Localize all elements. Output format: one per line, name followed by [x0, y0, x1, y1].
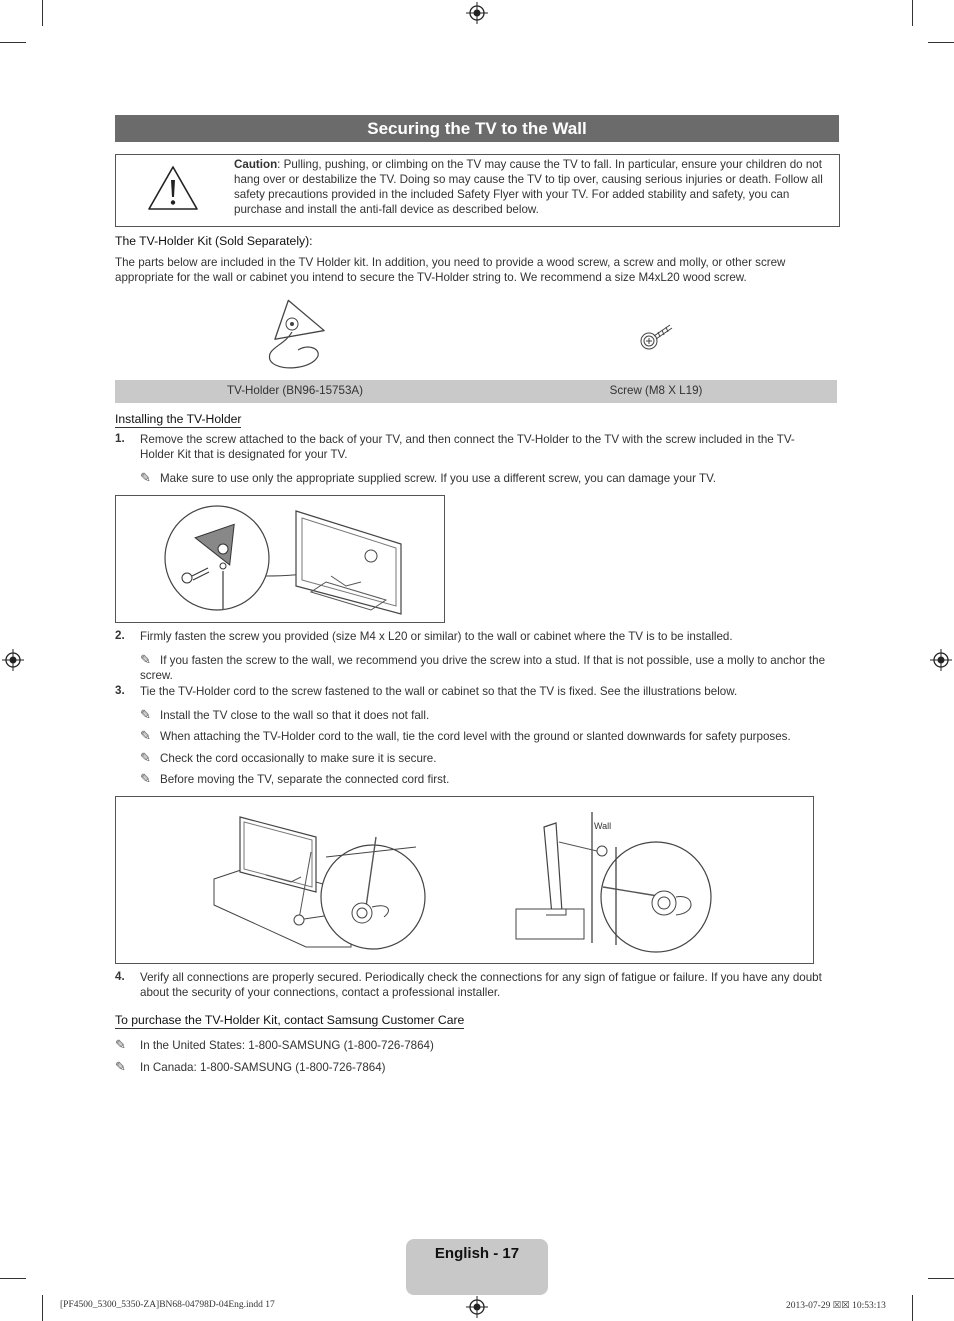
step-note [140, 707, 840, 723]
pencil-note-icon: ✎ [140, 470, 151, 485]
install-heading-text: Installing the TV-Holder [115, 412, 242, 426]
step-text: Remove the screw attached to the back of your TV, and then connect the TV-Holder to the TV with the screw included in the TV-Holder Kit that is designated for your TV. [140, 433, 795, 461]
kit-description: The parts below are included in the TV Holder kit. In addition, you need to provide a wood screw, a screw and molly, or other screw appropriate for the wall or cabinet you intend to secure the TV-Holder string to. We recommend a size M4xL20 wood screw. [115, 256, 786, 284]
caution-label: Caution [234, 158, 278, 171]
figure-attach-holder [115, 495, 445, 623]
step-note [140, 470, 830, 486]
registration-mark-icon [2, 649, 24, 671]
note-text: If you fasten the screw to the wall, we recommend you drive the screw into a stud. If that is not possible, use a molly to anchor the screw. [140, 654, 826, 682]
step-text: Tie the TV-Holder cord to the screw fastened to the wall or cabinet so that the TV is fixed. See the illustrations below. [140, 685, 738, 698]
pencil-note-icon: ✎ [140, 652, 151, 667]
tv-holder-part-image [262, 296, 328, 372]
purchase-note-canada [115, 1059, 715, 1075]
step-text: Verify all connections are properly secured. Periodically check the connections for any sign of fatigue or failure. If you have any doubt about the security of your connections, contact a professional installer. [140, 971, 822, 999]
pencil-note-icon: ✎ [140, 771, 151, 786]
timestamp-slug: 2013-07-29 ☒☒ 10:53:13 [786, 1301, 886, 1311]
caution-text [234, 157, 834, 217]
crop-mark [0, 1278, 26, 1279]
purchase-heading [115, 1013, 464, 1027]
wall-label: Wall [594, 821, 612, 831]
pencil-note-icon: ✎ [115, 1037, 126, 1052]
pencil-note-icon: ✎ [140, 750, 151, 765]
step-note [140, 771, 840, 787]
pencil-note-icon: ✎ [140, 728, 151, 743]
registration-mark-icon [930, 649, 952, 671]
warning-triangle-icon [146, 164, 200, 212]
caution-box [115, 154, 840, 227]
note-text: Before moving the TV, separate the connected cord first. [160, 773, 450, 786]
crop-mark [912, 0, 913, 26]
pencil-note-icon: ✎ [140, 707, 151, 722]
attach-holder-illustration [116, 496, 444, 622]
step-number: 3. [115, 684, 125, 697]
screw-part-image [638, 320, 676, 352]
parts-caption-bar [115, 380, 837, 403]
registration-mark-icon [466, 2, 488, 24]
note-text: Make sure to use only the appropriate supplied screw. If you use a different screw, you can damage your TV. [160, 472, 716, 485]
crop-mark [42, 0, 43, 26]
figure-tie-cord [115, 796, 814, 964]
part-label-tv-holder: TV-Holder (BN96-15753A) [227, 384, 363, 397]
pencil-note-icon: ✎ [115, 1059, 126, 1074]
crop-mark [912, 1295, 913, 1321]
step-note [140, 750, 840, 766]
crop-mark [928, 42, 954, 43]
note-text: In the United States: 1-800-SAMSUNG (1-800-726-7864) [140, 1039, 434, 1052]
crop-mark [0, 42, 26, 43]
note-text: When attaching the TV-Holder cord to the wall, tie the cord level with the ground or slanted downwards for safety purposes. [160, 730, 791, 743]
page-number-tab: English - 17 [406, 1239, 548, 1295]
step-note [140, 728, 840, 744]
crop-mark [42, 1295, 43, 1321]
note-text: In Canada: 1-800-SAMSUNG (1-800-726-7864) [140, 1061, 386, 1074]
step-text: Firmly fasten the screw you provided (size M4 x L20 or similar) to the wall or cabinet where the TV is to be installed. [140, 630, 733, 643]
crop-mark [928, 1278, 954, 1279]
registration-mark-icon [466, 1296, 488, 1318]
caution-body: : Pulling, pushing, or climbing on the TV may cause the TV to fall. In particular, ensure your children do not hang over or destabilize the TV. Doing so may cause the TV to tip over, causing serious injuries or death. Follow all safety precautions provided in the included Safety Flyer with your TV. For added stability and safety, you can purchase and install the anti-fall device as described below. [234, 158, 823, 216]
install-heading [115, 412, 241, 426]
step-number: 1. [115, 432, 125, 445]
file-slug: [PF4500_5300_5350-ZA]BN68-04798D-04Eng.indd 17 [60, 1300, 275, 1310]
page-title: Securing the TV to the Wall [115, 115, 839, 142]
purchase-note-us [115, 1037, 715, 1053]
tie-cord-illustration [116, 797, 813, 963]
step-number: 4. [115, 970, 125, 983]
purchase-heading-text: To purchase the TV-Holder Kit, contact Samsung Customer Care [115, 1013, 465, 1027]
note-text: Check the cord occasionally to make sure it is secure. [160, 752, 437, 765]
part-label-screw: Screw (M8 X L19) [609, 384, 703, 397]
note-text: Install the TV close to the wall so that it does not fall. [160, 709, 430, 722]
kit-heading: The TV-Holder Kit (Sold Separately): [115, 234, 313, 248]
step-number: 2. [115, 629, 125, 642]
step-note [140, 652, 840, 683]
